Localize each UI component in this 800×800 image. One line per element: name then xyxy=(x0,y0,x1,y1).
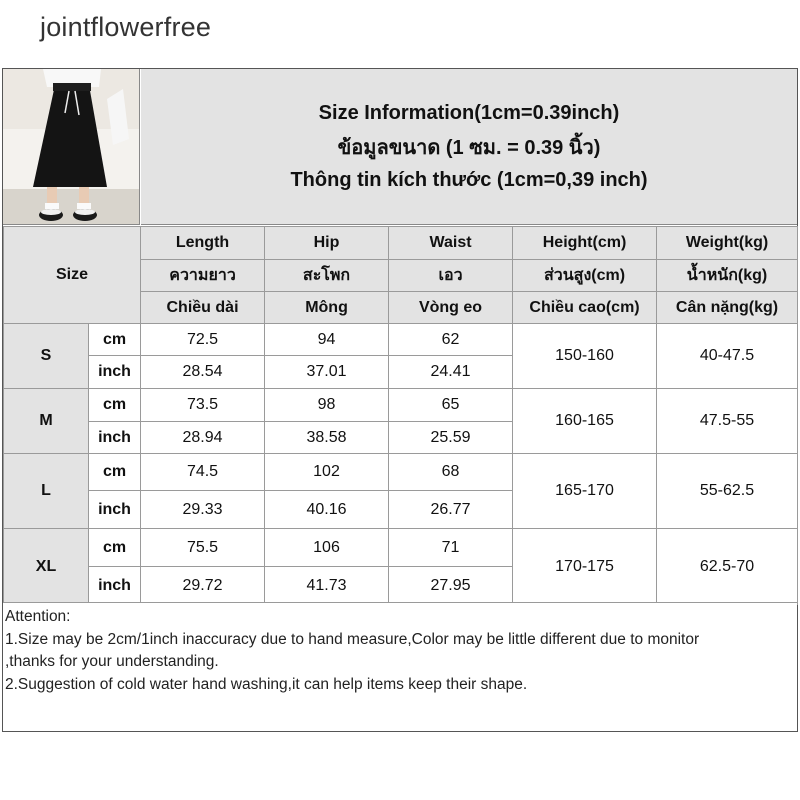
m-length-inch: 28.94 xyxy=(141,422,265,454)
col-hip-th: สะโพก xyxy=(265,260,389,292)
col-height-vi: Chiều cao(cm) xyxy=(513,292,657,324)
s-height: 150-160 xyxy=(513,324,657,389)
s-weight: 40-47.5 xyxy=(657,324,798,389)
col-hip-en: Hip xyxy=(265,227,389,260)
table-row xyxy=(4,454,798,491)
header-row-english xyxy=(4,227,798,260)
l-hip-inch: 40.16 xyxy=(265,491,389,529)
s-hip-cm: 94 xyxy=(265,324,389,356)
m-weight: 47.5-55 xyxy=(657,389,798,454)
table-row xyxy=(4,389,798,422)
header-title-vietnamese: Thông tin kích thước (1cm=0,39 inch) xyxy=(290,168,648,191)
l-length-cm: 74.5 xyxy=(141,454,265,491)
col-hip-vi: Mông xyxy=(265,292,389,324)
size-table xyxy=(3,226,798,605)
xl-waist-inch: 27.95 xyxy=(389,567,513,605)
size-chart xyxy=(2,68,798,732)
header-title-thai: ข้อมูลขนาด (1 ซม. = 0.39 นิ้ว) xyxy=(337,136,601,159)
m-height: 160-165 xyxy=(513,389,657,454)
m-waist-cm: 65 xyxy=(389,389,513,422)
l-height: 165-170 xyxy=(513,454,657,529)
unit-cm: cm xyxy=(89,454,141,491)
s-waist-cm: 62 xyxy=(389,324,513,356)
note-1: 1.Size may be 2cm/1inch inaccuracy due to hand measure,Color may be little different due to monitor xyxy=(5,630,700,648)
col-weight-vi: Cân nặng(kg) xyxy=(657,292,798,324)
size-xl-label: XL xyxy=(4,529,89,605)
s-length-inch: 28.54 xyxy=(141,356,265,389)
note-2: 2.Suggestion of cold water hand washing,it can help items keep their shape. xyxy=(5,675,528,693)
col-height-en: Height(cm) xyxy=(513,227,657,260)
col-weight-th: น้ำหนัก(kg) xyxy=(657,260,798,292)
unit-cm: cm xyxy=(89,389,141,422)
col-waist-th: เอว xyxy=(389,260,513,292)
unit-inch: inch xyxy=(89,356,141,389)
col-waist-en: Waist xyxy=(389,227,513,260)
xl-waist-cm: 71 xyxy=(389,529,513,567)
col-length-th: ความยาว xyxy=(141,260,265,292)
col-waist-vi: Vòng eo xyxy=(389,292,513,324)
header-title-english: Size Information(1cm=0.39inch) xyxy=(318,101,620,124)
table-row xyxy=(4,529,798,567)
watermark: jointflowerfree xyxy=(40,12,212,42)
s-length-cm: 72.5 xyxy=(141,324,265,356)
attention-heading: Attention: xyxy=(5,608,71,625)
xl-hip-inch: 41.73 xyxy=(265,567,389,605)
l-waist-cm: 68 xyxy=(389,454,513,491)
product-photo xyxy=(3,69,140,225)
table-row xyxy=(4,324,798,356)
l-weight: 55-62.5 xyxy=(657,454,798,529)
unit-inch: inch xyxy=(89,491,141,529)
skirt-model-image xyxy=(3,69,140,225)
m-hip-inch: 38.58 xyxy=(265,422,389,454)
col-length-vi: Chiều dài xyxy=(141,292,265,324)
m-hip-cm: 98 xyxy=(265,389,389,422)
unit-inch: inch xyxy=(89,567,141,605)
m-waist-inch: 25.59 xyxy=(389,422,513,454)
xl-length-cm: 75.5 xyxy=(141,529,265,567)
col-weight-en: Weight(kg) xyxy=(657,227,798,260)
size-l-label: L xyxy=(4,454,89,529)
m-length-cm: 73.5 xyxy=(141,389,265,422)
l-waist-inch: 26.77 xyxy=(389,491,513,529)
unit-cm: cm xyxy=(89,529,141,567)
size-s-label: S xyxy=(4,324,89,389)
l-length-inch: 29.33 xyxy=(141,491,265,529)
attention-notes xyxy=(3,602,797,731)
s-waist-inch: 24.41 xyxy=(389,356,513,389)
unit-cm: cm xyxy=(89,324,141,356)
col-height-th: ส่วนสูง(cm) xyxy=(513,260,657,292)
size-column-header: Size xyxy=(4,227,141,324)
xl-length-inch: 29.72 xyxy=(141,567,265,605)
note-1-continued: ,thanks for your understanding. xyxy=(5,653,219,670)
xl-height: 170-175 xyxy=(513,529,657,605)
xl-hip-cm: 106 xyxy=(265,529,389,567)
size-info-header xyxy=(141,69,797,225)
xl-weight: 62.5-70 xyxy=(657,529,798,605)
col-length-en: Length xyxy=(141,227,265,260)
unit-inch: inch xyxy=(89,422,141,454)
size-m-label: M xyxy=(4,389,89,454)
l-hip-cm: 102 xyxy=(265,454,389,491)
s-hip-inch: 37.01 xyxy=(265,356,389,389)
